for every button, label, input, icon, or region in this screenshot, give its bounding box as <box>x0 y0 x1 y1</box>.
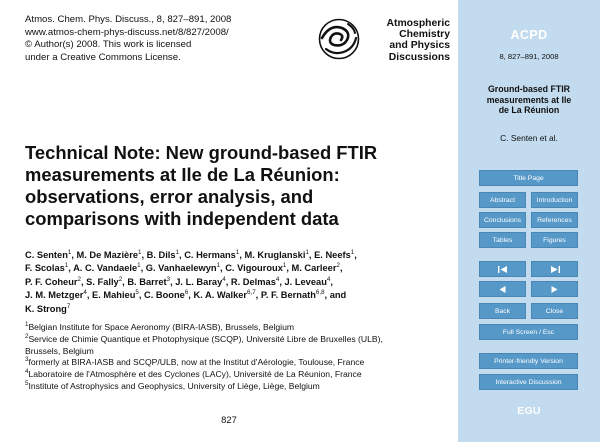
title-line: observations, error analysis, and <box>25 186 314 207</box>
figures-button[interactable]: Figures <box>531 232 578 248</box>
author: J. L. Baray <box>175 276 223 287</box>
license: under a Creative Commons License. <box>25 51 181 63</box>
author-line: K. Strong$^7$ <box>25 302 71 314</box>
short-authors: C. Senten et al. <box>500 133 558 143</box>
introduction-button[interactable]: Introduction <box>531 192 578 208</box>
author: C. Senten <box>25 250 68 260</box>
author: G. Vanhaelewyn <box>145 263 217 274</box>
author: S. Fally <box>86 276 119 287</box>
affiliation: $^2$Service de Chimie Quantique et Photophysique (SCQP), Université Libre de Bruxelles (ULB), <box>25 332 383 344</box>
affiliation-list <box>25 322 445 393</box>
short-title: Ground-based FTIR measurements at Ile de La Réunion <box>486 84 572 116</box>
title-line: comparisons with independent data <box>25 208 339 229</box>
author: P. F. Coheur <box>25 276 78 287</box>
copyright: © Author(s) 2008. This work is licensed <box>25 39 192 50</box>
journal-url[interactable]: www.atmos-chem-phys-discuss.net/8/827/2008/ <box>25 26 229 38</box>
back-button[interactable]: Back <box>479 303 526 319</box>
citation: Atmos. Chem. Phys. Discuss., 8, 827–891, 2008 <box>25 14 232 25</box>
title-line: measurements at Ile de La Réunion: <box>25 164 340 185</box>
author: B. Barret <box>127 276 167 287</box>
last-page-button[interactable] <box>531 261 578 277</box>
author: C. Boone <box>144 290 185 301</box>
next-page-icon <box>551 286 558 293</box>
affiliation: $^5$Institute of Astrophysics and Geophysics, University of Liège, Liège, Belgium <box>25 379 320 391</box>
conclusions-button[interactable]: Conclusions <box>479 212 526 228</box>
first-page-icon <box>498 266 508 273</box>
author-line: P. F. Coheur$^2$, S. Fally$^2$, B. Barret$^3$, J. L. Baray$^4$, R. Delmas$^4$, J. Leveau$^4$, <box>25 275 333 287</box>
egu-label: EGU <box>517 406 541 417</box>
references-button[interactable]: References <box>531 212 578 228</box>
volume-reference: 8, 827–891, 2008 <box>499 52 559 61</box>
author: E. Neefs <box>314 250 351 260</box>
author: C. Hermans <box>184 250 236 260</box>
journal-logo <box>318 18 450 70</box>
journal-header <box>25 14 231 64</box>
author: J. Leveau <box>284 276 327 287</box>
author: K. A. Walker <box>193 290 248 301</box>
affiliation: $^4$Laboratoire de l'Atmosphère et des Cyclones (LACy), Université de La Réunion, France <box>25 368 362 380</box>
logo-line: Discussions <box>388 51 450 63</box>
globe-logo-icon <box>318 18 360 60</box>
navigation-sidebar <box>458 0 600 442</box>
interactive-discussion-button[interactable]: Interactive Discussion <box>479 374 578 390</box>
affiliation: $^3$formerly at BIRA-IASB and SCQP/ULB, now at the Institut d'Aérologie, Toulouse, France <box>25 356 365 368</box>
journal-abbreviation: ACPD <box>510 28 548 42</box>
author: C. Vigouroux <box>225 263 283 274</box>
author: F. Scolas <box>25 263 65 274</box>
logo-line: Atmospheric <box>386 18 450 29</box>
tables-button[interactable]: Tables <box>479 232 526 248</box>
logo-line: Chemistry <box>399 29 450 41</box>
printer-friendly-button[interactable]: Printer-friendly Version <box>479 353 578 369</box>
page-number: 827 <box>221 414 237 425</box>
author: B. Dils <box>146 250 176 260</box>
full-screen-button[interactable]: Full Screen / Esc <box>479 324 578 340</box>
author: E. Mahieu <box>92 290 136 301</box>
author: A. C. Vandaele <box>73 263 138 274</box>
author: M. De Mazière <box>76 250 138 260</box>
title-line: Technical Note: New ground-based FTIR <box>25 142 378 163</box>
abstract-button[interactable]: Abstract <box>479 192 526 208</box>
logo-line: and Physics <box>389 40 450 52</box>
author-line: F. Scolas$^1$, A. C. Vandaele$^1$, G. Vanhaelewyn$^1$, C. Vigouroux$^1$, M. Carleer$^2$, <box>25 262 343 274</box>
affiliation-continued: Brussels, Belgium <box>25 345 94 356</box>
author: M. Kruglanski <box>244 250 306 260</box>
author: P. F. Bernath <box>260 290 316 301</box>
author-line: J. M. Metzger$^4$, E. Mahieu$^5$, C. Boone$^6$, K. A. Walker$^{6,7}$, P. F. Bernath$^{6,8}$, and <box>25 289 347 301</box>
paper-title <box>25 142 445 230</box>
author: K. Strong <box>25 303 67 314</box>
author: J. M. Metzger <box>25 290 84 301</box>
author-line: C. Senten$^1$, M. De Mazière$^1$, B. Dils$^1$, C. Hermans$^1$, M. Kruglanski$^1$, E. Neefs$^1$, <box>25 249 357 260</box>
close-button[interactable]: Close <box>531 303 578 319</box>
author: R. Delmas <box>230 276 276 287</box>
title-page-button[interactable]: Title Page <box>479 170 578 186</box>
previous-page-icon <box>499 286 506 293</box>
author-list <box>25 249 445 316</box>
next-page-button[interactable] <box>531 281 578 297</box>
first-page-button[interactable] <box>479 261 526 277</box>
logo-text <box>362 18 450 63</box>
previous-page-button[interactable] <box>479 281 526 297</box>
last-page-icon <box>550 266 560 273</box>
author: M. Carleer <box>291 263 337 274</box>
affiliation: $^1$Belgian Institute for Space Aeronomy (BIRA-IASB), Brussels, Belgium <box>25 321 295 332</box>
